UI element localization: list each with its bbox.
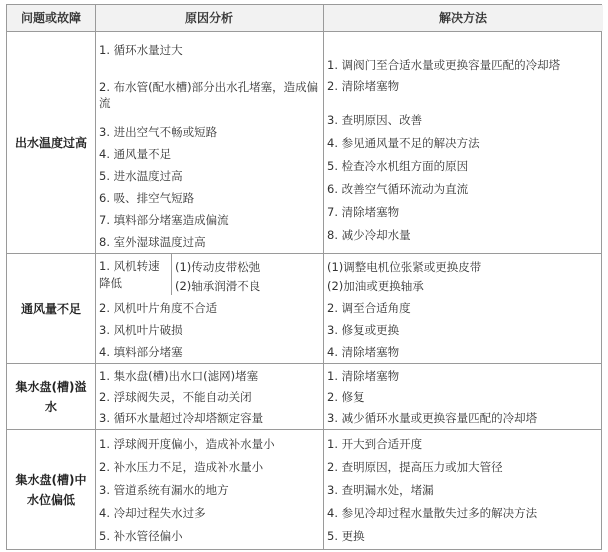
solution-item: 5. 检查冷水机组方面的原因: [327, 159, 469, 173]
solution-item: 4. 参见通风量不足的解决方法: [327, 136, 480, 150]
cause-sub-item: (1)传动皮带松弛: [175, 260, 261, 274]
cause-sub-item: (2)轴承润滑不良: [175, 279, 261, 293]
solution-item: 3. 查明原因、改善: [327, 113, 423, 127]
cause-item: 3. 循环水量超过冷却塔额定容量: [99, 411, 264, 425]
solution-item: 3. 查明漏水处，堵漏: [327, 483, 434, 497]
cause-item: 2. 布水管(配水槽)部分出水孔堵塞，造成偏流: [99, 80, 319, 110]
solution-item: 1. 清除堵塞物: [327, 369, 400, 383]
solution-sub-item: (1)调整电机位张紧或更换皮带: [327, 260, 482, 274]
cause-item: 5. 补水管径偏小: [99, 529, 183, 543]
cause-item: 1. 循环水量过大: [99, 43, 183, 57]
cause-item: 2. 补水压力不足，造成补水量小: [99, 460, 264, 474]
cause-item: 3. 进出空气不畅或短路: [99, 125, 218, 139]
solution-item: 2. 修复: [327, 390, 365, 404]
cause-item: 3. 风机叶片破损: [99, 323, 183, 337]
solution-item: 2. 调至合适角度: [327, 301, 411, 315]
row-divider: [7, 429, 601, 430]
cause-item: 8. 室外湿球温度过高: [99, 235, 206, 249]
solution-item: 4. 清除堵塞物: [327, 345, 400, 359]
cause-item: 1. 集水盘(槽)出水口(滤网)堵塞: [99, 369, 259, 383]
solution-item: 3. 减少循环水量或更换容量匹配的冷却塔: [327, 411, 538, 425]
column-divider: [95, 5, 96, 549]
solution-item: 3. 修复或更换: [327, 323, 400, 337]
solution-item: 5. 更换: [327, 529, 365, 543]
header-solution: 解决方法: [323, 5, 603, 31]
cause-item: 2. 风机叶片角度不合适: [99, 301, 218, 315]
row-divider: [7, 253, 601, 254]
solution-item: 7. 清除堵塞物: [327, 205, 400, 219]
row-divider: [7, 363, 601, 364]
fault-table: [6, 4, 602, 550]
cause-item: 6. 吸、排空气短路: [99, 191, 195, 205]
solution-item: 8. 减少冷却水量: [327, 228, 411, 242]
solution-item: 1. 开大到合适开度: [327, 437, 423, 451]
solution-item: 4. 参见冷却过程水量散失过多的解决方法: [327, 506, 538, 520]
solution-item: 2. 清除堵塞物: [327, 79, 400, 93]
solution-item: 2. 查明原因，提高压力或加大管径: [327, 460, 503, 474]
issue-cell: 出水温度过高: [14, 135, 87, 150]
cause-item: 3. 管道系统有漏水的地方: [99, 483, 229, 497]
cause-item: 1. 风机转速降低: [99, 259, 160, 290]
cause-item: 5. 进水温度过高: [99, 169, 183, 183]
header-issue: 问题或故障: [7, 5, 95, 31]
issue-cell: 通风量不足: [20, 301, 81, 316]
issue-cell: 集水盘(槽)溢水: [15, 379, 87, 414]
solution-item: 6. 改善空气循环流动为直流: [327, 182, 469, 196]
issue-cell: 集水盘(槽)中水位偏低: [15, 473, 87, 507]
cell-divider: [171, 253, 172, 295]
solution-item: 1. 调阀门至合适水量或更换容量匹配的冷却塔: [327, 58, 561, 72]
cause-item: 2. 浮球阀失灵，不能自动关闭: [99, 390, 252, 404]
header-cause: 原因分析: [95, 5, 323, 31]
cause-item: 7. 填料部分堵塞造成偏流: [99, 213, 229, 227]
cause-item: 4. 填料部分堵塞: [99, 345, 183, 359]
cause-item: 4. 冷却过程失水过多: [99, 506, 206, 520]
row-divider: [7, 31, 601, 32]
solution-sub-item: (2)加油或更换轴承: [327, 279, 424, 293]
cause-item: 1. 浮球阀开度偏小，造成补水量小: [99, 437, 275, 451]
cause-item: 4. 通风量不足: [99, 147, 172, 161]
